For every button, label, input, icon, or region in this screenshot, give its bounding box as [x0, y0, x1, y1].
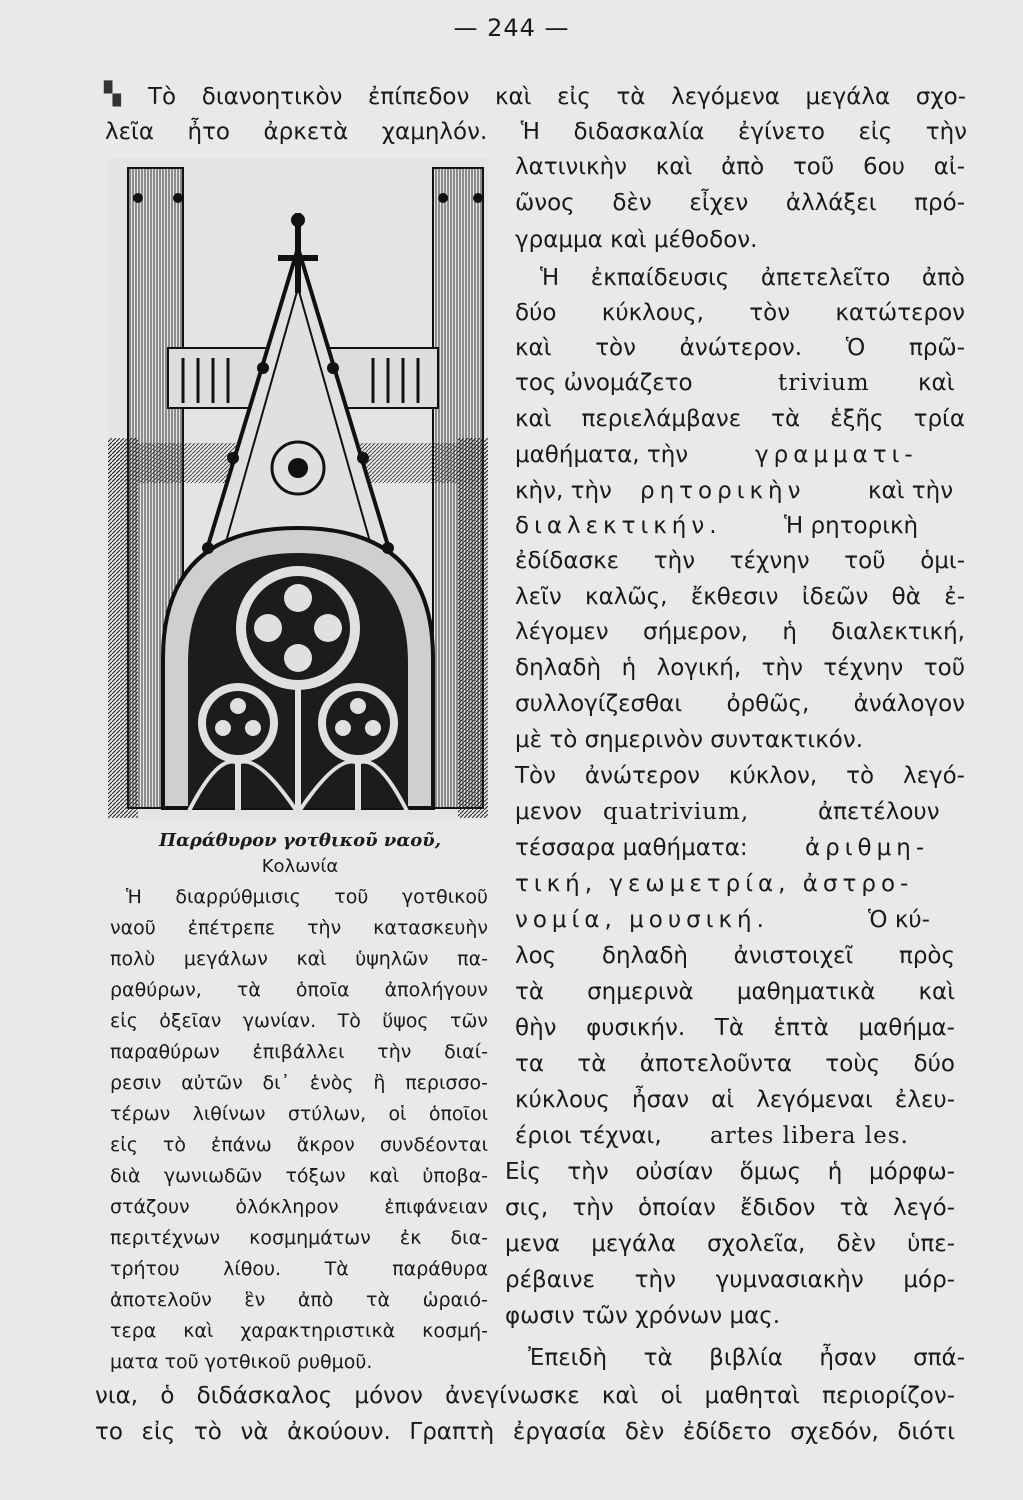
- text-line: Τὸ διανοητικὸν ἐπίπεδον καὶ εἰς τὰ λεγόμενα μεγάλα σχο-: [148, 84, 966, 110]
- text-line: μὲ τὸ σημερινὸν συντακτικόν.: [515, 727, 863, 753]
- text-line: τος ὠνομάζετο: [515, 370, 693, 396]
- ink-blot: ▚: [104, 82, 121, 107]
- spaced-term: τική, γεωμετρία, ἀστρο-: [515, 871, 914, 897]
- caption-line: πολὺ μεγάλων καὶ ὑψηλῶν πα-: [110, 948, 488, 970]
- text-line: καὶ: [918, 370, 955, 396]
- caption-line: στάζουν ὁλόκληρον ἐπιφάνειαν: [110, 1196, 488, 1218]
- text-line: θὴν φυσικήν. Τὰ ἑπτὰ μαθήμα-: [515, 1015, 955, 1041]
- caption-line: εἰς ὀξεῖαν γωνίαν. Τὸ ὕψος τῶν: [110, 1010, 488, 1032]
- caption-line: εἰς τὸ ἐπάνω ἄκρον συνδέονται: [110, 1134, 488, 1156]
- text-line: κὴν, τὴν: [515, 478, 612, 504]
- text-line: ἀπετέλουν: [818, 799, 940, 825]
- caption-line: ραθύρων, τὰ ὁποῖα ἀπολήγουν: [110, 979, 488, 1001]
- text-line: λος δηλαδὴ ἀνιστοιχεῖ πρὸς: [515, 943, 955, 969]
- text-line: δύο κύκλους, τὸν κατώτερον: [515, 300, 965, 326]
- text-line: καὶ τὴν: [868, 478, 954, 504]
- text-line: κύκλους ἦσαν αἱ λεγόμεναι ἐλευ-: [515, 1087, 955, 1113]
- text-line: σις, τὴν ὁποίαν ἔδιδον τὰ λεγό-: [505, 1195, 955, 1221]
- latin-term: trivium: [778, 370, 870, 396]
- caption-line: περιτέχνων κοσμημάτων ἐκ δια-: [110, 1227, 488, 1249]
- text-line: μαθήματα, τὴν: [515, 442, 689, 468]
- text-line: καὶ περιελάμβανε τὰ ἑξῆς τρία: [515, 406, 965, 432]
- text-line: έριοι τέχναι,: [515, 1123, 662, 1149]
- text-line: γραμμα καὶ μέθοδον.: [515, 227, 758, 253]
- text-line: καὶ τὸν ἀνώτερον. Ὁ πρῶ-: [515, 335, 965, 361]
- text-line: Τὸν ἀνώτερον κύκλον, τὸ λεγό-: [515, 763, 965, 789]
- spaced-term: ρητορικὴν: [640, 478, 806, 504]
- text-line: λεῖν καλῶς, ἔκθεσιν ἰδεῶν θὰ ἐ-: [515, 584, 965, 610]
- text-line: τα τὰ ἀποτελοῦντα τοὺς δύο: [515, 1051, 955, 1077]
- spaced-term: νομία, μουσική.: [515, 907, 769, 933]
- text-line: μενα μεγάλα σχολεῖα, δὲν ὑπε-: [505, 1231, 955, 1257]
- caption-line: ρεσιν αὐτῶν δι᾿ ἑνὸς ἢ περισσο-: [110, 1072, 488, 1094]
- text-line: το εἰς τὸ νὰ ἀκούουν. Γραπτὴ ἐργασία δὲν ἐδίδετο σχεδόν, διότι: [95, 1419, 955, 1445]
- text-line: Ἡ ἐκπαίδευσις ἀπετελεῖτο ἀπὸ: [540, 265, 965, 291]
- text-line: Ἐπειδὴ τὰ βιβλία ἦσαν σπά-: [528, 1345, 965, 1371]
- caption-line: παραθύρων ἐπιβάλλει τὴν διαί-: [110, 1041, 488, 1063]
- caption-line: ματα τοῦ γοτθικοῦ ρυθμοῦ.: [110, 1351, 373, 1373]
- caption-line: ναοῦ ἐπέτρεπε τὴν κατασκευὴν: [110, 917, 488, 939]
- figure-caption-subtitle: Κολωνία: [261, 856, 339, 877]
- text-line: μενον: [515, 799, 582, 825]
- text-line: συλλογίζεσθαι ὀρθῶς, ἀνάλογον: [515, 691, 965, 717]
- gothic-window-illustration: [108, 158, 488, 820]
- text-line: ἐδίδασκε τὴν τέχνην τοῦ ὁμι-: [515, 548, 965, 574]
- caption-line: τέρων λιθίνων στύλων, οἱ ὁποῖοι: [110, 1103, 488, 1125]
- page-number: — 244 —: [453, 14, 570, 42]
- caption-line: Ἡ διαρρύθμισις τοῦ γοτθικοῦ: [126, 886, 488, 908]
- text-line: δηλαδὴ ἡ λογική, τὴν τέχνην τοῦ: [515, 655, 965, 681]
- caption-line: ἀποτελοῦν ἓν ἀπὸ τὰ ὡραιό-: [110, 1289, 488, 1311]
- caption-line: διὰ γωνιωδῶν τόξων καὶ ὑποβα-: [110, 1165, 488, 1187]
- text-line: φωσιν τῶν χρόνων μας.: [505, 1303, 781, 1329]
- text-line: Ἡ ρητορικὴ: [784, 513, 919, 539]
- text-line: λατινικὴν καὶ ἀπὸ τοῦ 6ου αἰ-: [515, 154, 965, 180]
- text-line: λεῖα ἦτο ἀρκετὰ χαμηλόν. Ἡ διδασκαλία ἐγίνετο εἰς τὴν: [105, 119, 967, 145]
- latin-term: artes libera les.: [710, 1123, 909, 1149]
- text-line: νια, ὁ διδάσκαλος μόνον ἀνεγίνωσκε καὶ οἱ μαθηταὶ περιορίζον-: [95, 1383, 955, 1409]
- spaced-term: διαλεκτικήν.: [515, 513, 722, 539]
- text-line: λέγομεν σήμερον, ἡ διαλεκτική,: [515, 619, 965, 645]
- text-line: Ὁ κύ-: [868, 907, 930, 933]
- text-line: τέσσαρα μαθήματα:: [515, 835, 748, 861]
- figure-caption-title: Παράθυρον γοτθικοῦ ναοῦ,: [159, 830, 441, 851]
- spaced-term: ἀριθμη-: [805, 835, 930, 861]
- text-line: Εἰς τὴν οὐσίαν ὅμως ἡ μόρφω-: [505, 1159, 955, 1185]
- spaced-term: γραμματι-: [755, 442, 918, 468]
- text-line: ρέβαινε τὴν γυμνασιακὴν μόρ-: [505, 1267, 955, 1293]
- text-line: τὰ σημερινὰ μαθηματικὰ καὶ: [515, 979, 955, 1005]
- caption-line: τρήτου λίθου. Τὰ παράθυρα: [110, 1258, 488, 1280]
- caption-line: τερα καὶ χαρακτηριστικὰ κοσμή-: [110, 1320, 488, 1342]
- latin-term: quatrivium,: [603, 799, 750, 825]
- text-line: ῶνος δὲν εἶχεν ἀλλάξει πρό-: [515, 190, 965, 216]
